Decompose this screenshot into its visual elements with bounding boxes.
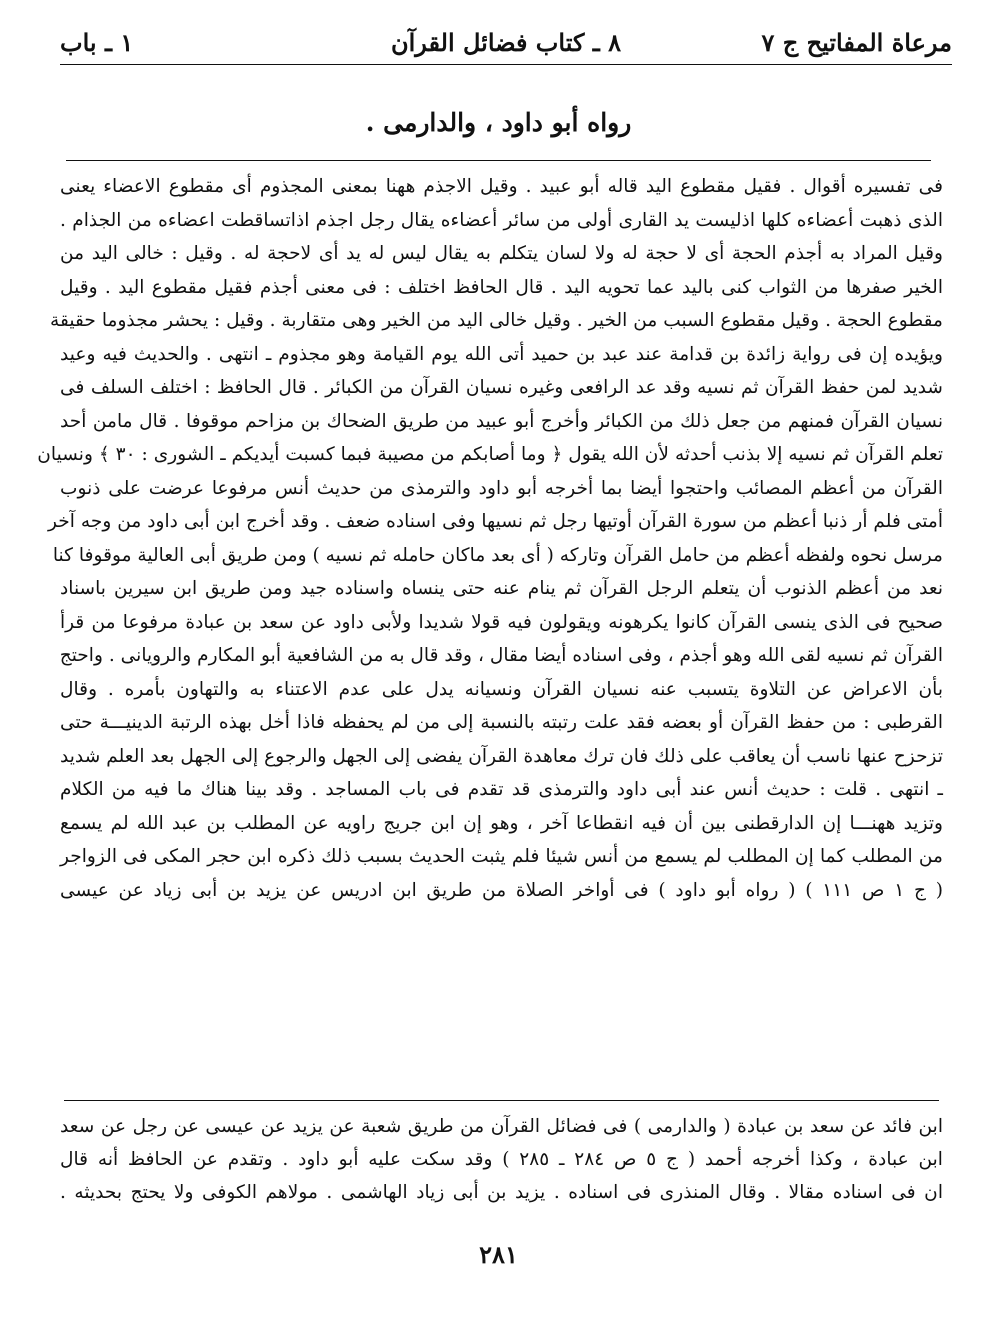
text-line: فى تفسيره أقوال . فقيل مقطوع اليد قاله أبو عبيد . وقيل الاجذم ههنا بمعنى المجذوم أى مقطوع الاعضاء يعنى — [60, 176, 943, 197]
text-line: نعد من أعظم الذنوب أن يتعلم الرجل القرآن ثم ينام عنه حتى ينساه واسناده جيد ومن طريق ابن سيرين باسناد — [60, 578, 943, 599]
text-line: ـ انتهى . قلت : حديث أنس عند أبى داود والترمذى قد تقدم فى باب المساجد . وقد بينا هناك ما فيه من الكلام — [60, 779, 943, 800]
text-line: القرطبى : من حفظ القرآن أو بعضه فقد علت رتبته بالنسبة إلى من لم يحفظه فاذا أخل بهذه الرتبة الدينيـــة حتى — [60, 712, 943, 733]
page-number: ٢٨١ — [479, 1240, 518, 1269]
text-line: القرآن من أعظم المصائب واحتجوا أيضا بما أخرجه أبو داود والترمذى من حديث أنس مرفوعا عرضت على ذنوب — [60, 477, 943, 499]
text-line: وقيل المراد به أجذم الحجة أى لا حجة له ولا لسان يتكلم به يقال ليس له يد أى لاحجة له . وقيل : خالى اليد من — [60, 243, 943, 264]
text-line: تزحزح عنها ناسب أن يعاقب على ذلك فان ترك معاهدة القرآن يفضى إلى الجهل والرجوع إلى الجهل بعد العلم شديد — [60, 745, 943, 767]
text-line: تعلم القرآن ثم نسيه إلا بذنب أحدثه لأن الله يقول ﴿ وما أصابكم من مصيبة فبما كسبت أيديكم ـ الشورى : ٣٠ ﴾ ونسيان — [37, 444, 943, 465]
text-line: أمتى فلم أر ذنبا أعظم من سورة القرآن أوتيها رجل ثم نسيها وفى اسناده ضعف . وقد أخرج ابن أبى داود من وجه آخر — [48, 511, 943, 532]
text-line: شديد لمن حفظ القرآن ثم نسيه وقد عد الرافعى وغيره نسيان القرآن من الكبائر . قال الحافظ : اختلف السلف فى — [60, 377, 943, 398]
text-line: صحيح فى الذى ينسى القرآن كانوا يكرهونه ويقولون فيه قولا شديدا ولأبى داود عن سعد بن عبادة مرفوعا من قرأ — [60, 611, 943, 633]
hadith-source-line: رواه أبو داود ، والدارمى . — [365, 108, 632, 137]
text-line: مقطوع الحجة . وقيل مقطوع السبب من الخير . وقيل خالى اليد من الخير وهى متقاربة . وقيل : يحشر مجذوما حقيقة — [50, 310, 943, 331]
text-line: ( ج ١ ص ١١١ ) ( رواه أبو داود ) فى أواخر الصلاة من طريق ابن ادريس عن يزيد بن أبى زياد عن عيسى — [60, 879, 943, 901]
text-line: مرسل نحوه ولفظه أعظم من حامل القرآن وتاركه ( أى بعد ماكان حامله ثم نسيه ) ومن طريق أبى العالية موقوفا كنا — [52, 544, 943, 566]
text-line: وتزيد ههنـــا إن الدارقطنى بين أن فيه انقطاعا آخر ، وهو إن ابن جريج راويه عن المطلب بن عبد الله لم يسمع — [60, 812, 943, 834]
section-label: ١ ـ باب — [60, 27, 134, 57]
text-line: ان فى اسناده مقالا . وقال المنذرى فى اسناده . يزيد بن أبى زياد الهاشمى . مولاهم الكوفى ولا يحتج بحديثه . — [60, 1182, 943, 1203]
text-line: من المطلب كما إن المطلب لم يسمع من أنس شيئا فلم يثبت الحديث بسبب ذلك ذكره ابن حجر المكى فى الزواجر — [60, 846, 943, 867]
text-line: الخير صفرها من الثواب كنى باليد عما تحويه اليد . قال الحافظ اختلف : فى معنى أجذم فقيل مقطوع اليد . وقيل — [60, 276, 943, 298]
header-rule — [60, 64, 952, 65]
text-line: ابن عبادة ، وكذا أخرجه أحمد ( ج ٥ ص ٢٨٤ ـ ٢٨٥ ) وقد سكت عليه أبو داود . وتقدم عن الحافظ أنه قال — [60, 1149, 943, 1170]
running-header — [60, 20, 952, 64]
book-title: مرعاة المفاتيح ج ٧ — [761, 27, 952, 57]
text-line: بأن الاعراض عن التلاوة يتسبب عنه نسيان القرآن ونسيانه يدل على عدم الاعتناء به والتهاون بأمره . وقال — [60, 678, 943, 700]
text-line: ويؤيده إن فى رواية زائدة بن قدامة عند عبد بن حميد أتى الله يوم القيامة وهو مجذوم ـ انتهى . والحديث فيه وعيد — [60, 343, 943, 365]
footnote-rule — [64, 1100, 939, 1101]
chapter-title: ٨ ـ كتاب فضائل القرآن — [390, 27, 622, 57]
text-line: الذى ذهبت أعضاءه كلها اذليست يد القارى أولى من سائر أعضاءه يقال رجل اجذم اذاتساقطت اعضاءه من الجذام . — [60, 209, 943, 231]
footnote-body — [60, 1110, 943, 1209]
text-line: القرآن ثم نسيه لقى الله وهو أجذم ، وفى اسناده أيضا مقال ، وقد قال به من الشافعية أبو المكارم والرويانى . واحتج — [59, 645, 943, 666]
commentary-body — [37, 170, 943, 907]
text-line: نسيان القرآن فمنهم من جعل ذلك من الكبائر وأخرج أبو عبيد من طريق الضحاك بن مزاحم موقوفا . قال مامن أحد — [60, 410, 943, 432]
section-divider — [66, 160, 931, 161]
text-line: ابن فائد عن سعد بن عبادة ( والدارمى ) فى فضائل القرآن من طريق شعبة عن يزيد عن عيسى عن رجل عن سعد — [60, 1116, 943, 1137]
